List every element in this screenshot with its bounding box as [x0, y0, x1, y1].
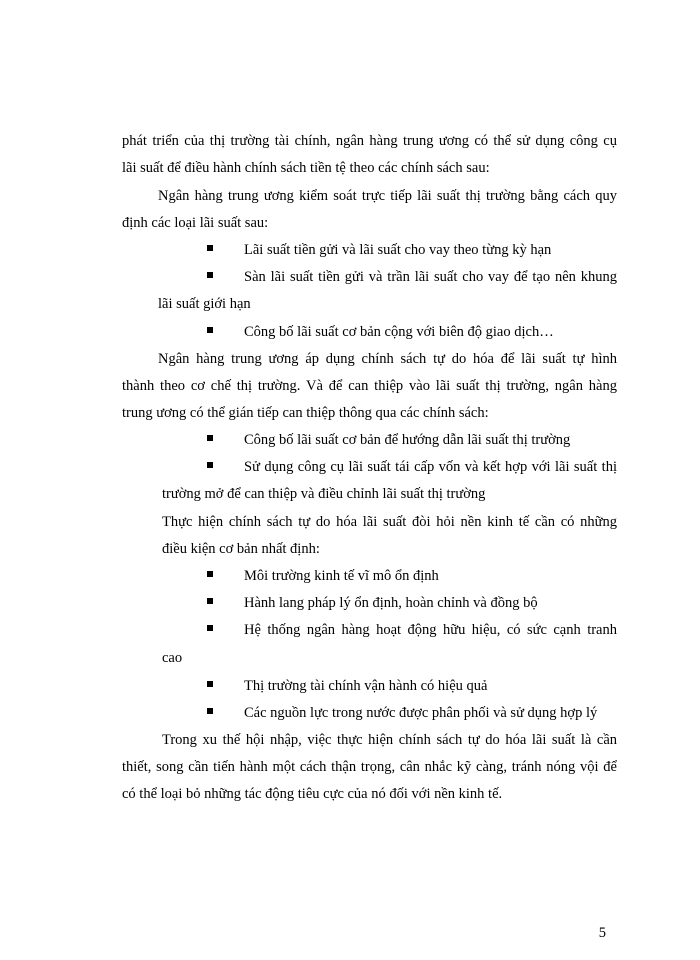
paragraph-3-line-3: trung ương có thể gián tiếp can thiệp thông qua các chính sách: — [122, 405, 489, 421]
paragraph-1-line-1: phát triển của thị trường tài chính, ngân hàng trung ương có thể sử dụng công cụ — [122, 133, 617, 149]
list-3-item-5: Các nguồn lực trong nước được phân phối và sử dụng hợp lý — [244, 705, 598, 721]
paragraph-4-line-1: Thực hiện chính sách tự do hóa lãi suất đòi hỏi nền kinh tế cần có những — [162, 514, 617, 530]
list-3-item-3-line-1: Hệ thống ngân hàng hoạt động hữu hiệu, có sức cạnh tranh — [244, 622, 617, 638]
bullet-icon — [207, 462, 213, 468]
list-3-item-4: Thị trường tài chính vận hành có hiệu quả — [244, 678, 488, 694]
paragraph-4-line-2: điều kiện cơ bản nhất định: — [162, 541, 320, 557]
bullet-icon — [207, 598, 213, 604]
list-3-item-1: Môi trường kinh tế vĩ mô ổn định — [244, 568, 439, 584]
list-3-item-2: Hành lang pháp lý ổn định, hoàn chỉnh và đồng bộ — [244, 595, 538, 611]
bullet-icon — [207, 708, 213, 714]
paragraph-1-line-2: lãi suất để điều hành chính sách tiền tệ theo các chính sách sau: — [122, 160, 490, 176]
bullet-icon — [207, 681, 213, 687]
bullet-icon — [207, 435, 213, 441]
bullet-icon — [207, 571, 213, 577]
list-1-item-2-line-1: Sàn lãi suất tiền gửi và trần lãi suất cho vay để tạo nên khung — [244, 269, 617, 285]
paragraph-2-line-1: Ngân hàng trung ương kiểm soát trực tiếp lãi suất thị trường bằng cách quy — [158, 188, 617, 204]
paragraph-3-line-2: thành theo cơ chế thị trường. Và để can thiệp vào lãi suất thị trường, ngân hàng — [122, 378, 617, 394]
paragraph-5-line-2: thiết, song cần tiến hành một cách thận trọng, cân nhắc kỹ càng, tránh nóng vội để — [122, 759, 617, 775]
list-1-item-2-line-2: lãi suất giới hạn — [158, 296, 251, 312]
bullet-icon — [207, 327, 213, 333]
paragraph-2-line-2: định các loại lãi suất sau: — [122, 215, 269, 231]
bullet-icon — [207, 245, 213, 251]
list-1-item-1: Lãi suất tiền gửi và lãi suất cho vay theo từng kỳ hạn — [244, 242, 552, 258]
bullet-icon — [207, 625, 213, 631]
paragraph-5-line-1: Trong xu thế hội nhập, việc thực hiện chính sách tự do hóa lãi suất là cần — [162, 732, 617, 748]
list-2-item-2-line-1: Sử dụng công cụ lãi suất tái cấp vốn và kết hợp với lãi suất thị — [244, 459, 617, 475]
list-3-item-3-line-2: cao — [162, 650, 183, 666]
list-2-item-1: Công bố lãi suất cơ bản để hướng dẫn lãi suất thị trường — [244, 432, 571, 448]
list-2-item-2-line-2: trường mở để can thiệp và điều chỉnh lãi suất thị trường — [162, 486, 486, 502]
list-1-item-3: Công bố lãi suất cơ bản cộng với biên độ giao dịch… — [244, 324, 554, 340]
page-number: 5 — [598, 925, 606, 941]
paragraph-3-line-1: Ngân hàng trung ương áp dụng chính sách tự do hóa để lãi suất tự hình — [158, 351, 617, 367]
paragraph-5-line-3: có thể loại bỏ những tác động tiêu cực của nó đối với nền kinh tế. — [122, 786, 503, 802]
bullet-icon — [207, 272, 213, 278]
